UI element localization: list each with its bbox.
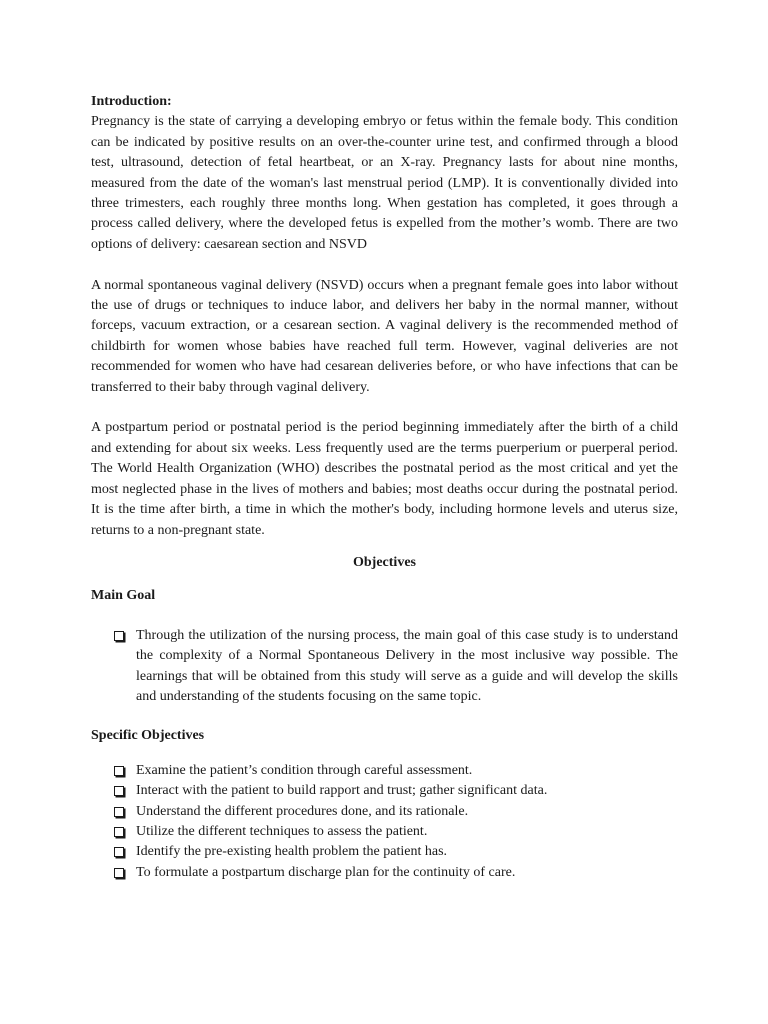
list-item	[91, 802, 678, 822]
checkbox-icon	[114, 766, 124, 776]
checkbox-icon	[114, 631, 124, 641]
list-item-text: To formulate a postpartum discharge plan for the continuity of care.	[136, 864, 516, 880]
list-item	[91, 842, 678, 862]
list-item	[91, 822, 678, 842]
list-item	[91, 761, 678, 781]
list-item-text: Understand the different procedures done, and its rationale.	[136, 803, 469, 819]
list-item-text: Examine the patient’s condition through careful assessment.	[136, 762, 473, 778]
intro-paragraph-pregnancy: Pregnancy is the state of carrying a developing embryo or fetus within the female body. This condition can be indicated by positive results on an over-the-counter urine test, and confirmed through a blood test, ultrasound, detection of fetal heartbeat, or an X-ray. Pregnancy lasts for about nine months, measured from the date of the woman's last menstrual period (LMP). It is conventionally divided into three trimesters, each roughly three months long. When gestation has completed, it goes through a process called delivery, where the developed fetus is expelled from the mother’s womb. There are two options of delivery: caesarean section and NSVD	[91, 114, 678, 252]
main-goal-heading: Main Goal	[91, 588, 156, 604]
list-item-text: Interact with the patient to build rapport and trust; gather significant data.	[136, 783, 548, 799]
list-item	[91, 626, 678, 708]
list-item	[91, 781, 678, 801]
main-goal-list	[91, 626, 678, 708]
intro-paragraph-nsvd: A normal spontaneous vaginal delivery (NSVD) occurs when a pregnant female goes into labor without the use of drugs or techniques to induce labor, and delivers her baby in the normal manner, without forceps, vacuum extraction, or a cesarean section. A vaginal delivery is the recommended method of childbirth for women whose babies have reached full term. However, vaginal deliveries are not recommended for women who have had cesarean deliveries before, or who have infections that can be transferred to their baby through vaginal delivery.	[91, 277, 678, 395]
intro-paragraph-postpartum: A postpartum period or postnatal period is the period beginning immediately after the birth of a child and extending for about six weeks. Less frequently used are the terms puerperium or puerperal period. The World Health Organization (WHO) describes the postnatal period as the most critical and yet the most neglected phase in the lives of mothers and babies; most deaths occur during the postnatal period. It is the time after birth, a time in which the mother's body, including hormone levels and uterus size, returns to a non-pregnant state.	[91, 420, 678, 538]
checkbox-icon	[114, 827, 124, 837]
objectives-title: Objectives	[353, 554, 416, 570]
specific-objectives-list	[91, 761, 678, 883]
specific-objectives-heading: Specific Objectives	[91, 728, 205, 744]
list-item	[91, 863, 678, 883]
checkbox-icon	[114, 807, 124, 817]
checkbox-icon	[114, 868, 124, 878]
intro-heading: Introduction:	[91, 94, 172, 109]
checkbox-icon	[114, 847, 124, 857]
list-item-text: Identify the pre-existing health problem the patient has.	[136, 844, 448, 860]
document-page	[91, 92, 678, 883]
list-item-text: Through the utilization of the nursing process, the main goal of this case study is to understand the complexity of a Normal Spontaneous Delivery in the most inclusive way possible. The learnings that will be obtained from this study will serve as a guide and will develop the skills and understanding of the students focusing on the same topic.	[136, 627, 678, 704]
checkbox-icon	[114, 786, 124, 796]
list-item-text: Utilize the different techniques to assess the patient.	[136, 823, 428, 839]
